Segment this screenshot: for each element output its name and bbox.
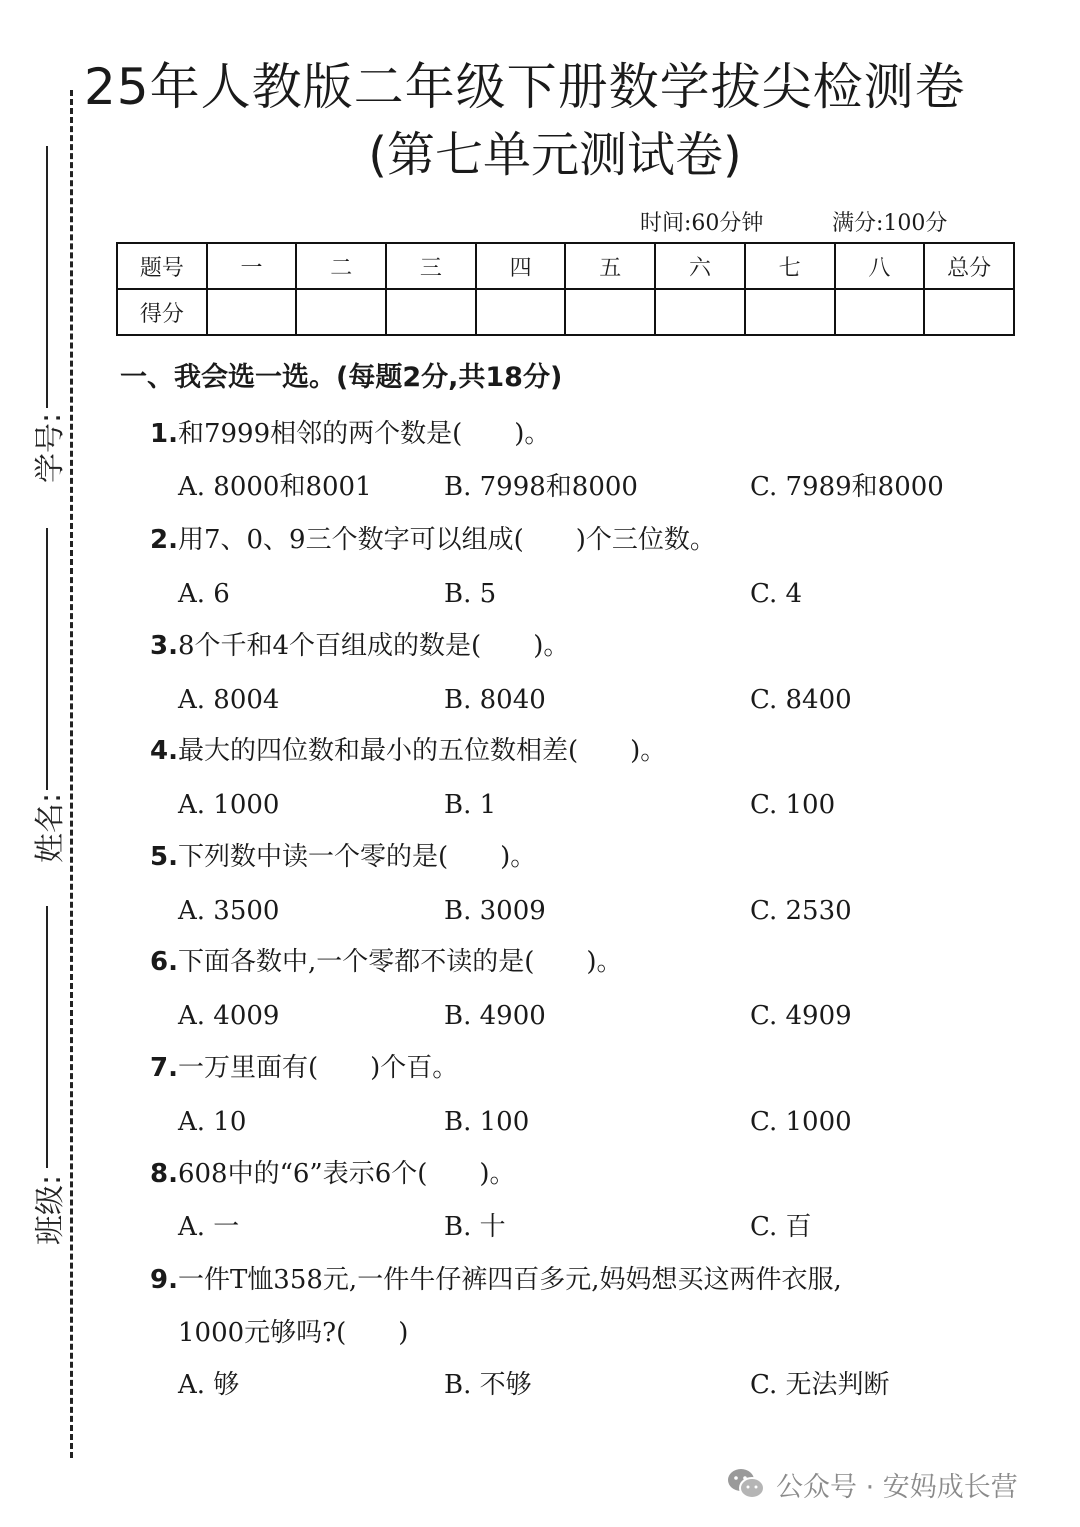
banji-label: 班级: (33, 1174, 69, 1246)
question-8 (150, 1154, 516, 1194)
option-b[interactable]: B. 3009 (444, 896, 546, 926)
score-table-header-cell: 七 (745, 243, 835, 289)
score-cell[interactable] (296, 289, 386, 335)
option-c[interactable]: C. 百 (750, 1212, 812, 1242)
question-number: 6. (150, 947, 178, 977)
question-number: 9. (150, 1265, 178, 1295)
question-text: 用7、0、9三个数字可以组成( )个三位数。 (177, 525, 716, 555)
question-9-continuation: 1000元够吗?( ) (178, 1318, 409, 1348)
option-b[interactable]: B. 8040 (444, 685, 546, 715)
question-text: 最大的四位数和最小的五位数相差( )。 (177, 736, 667, 766)
score-cell[interactable] (565, 289, 655, 335)
question-number: 5. (150, 842, 178, 872)
section-heading: 一、我会选一选。(每题2分,共18分) (120, 362, 563, 393)
option-b[interactable]: B. 5 (444, 579, 497, 609)
option-b[interactable]: B. 十 (444, 1212, 506, 1242)
score-table-header-cell: 三 (386, 243, 476, 289)
question-2 (150, 520, 716, 560)
question-number: 8. (150, 1159, 178, 1189)
xuehao-fill-line-2 (46, 528, 48, 790)
option-b[interactable]: B. 100 (444, 1107, 530, 1137)
score-cell[interactable] (655, 289, 745, 335)
full-score: 满分:100分 (832, 211, 948, 236)
question-text: 和7999相邻的两个数是( )。 (177, 419, 551, 449)
question-4 (150, 731, 666, 771)
score-row-label: 得分 (117, 289, 207, 335)
option-c[interactable]: C. 4 (750, 579, 803, 609)
watermark (726, 1462, 1018, 1506)
watermark-text: 公众号 · 安妈成长营 (776, 1471, 1018, 1503)
score-table-header-cell: 八 (835, 243, 925, 289)
score-table-header-cell: 题号 (117, 243, 207, 289)
score-table-header-cell: 总分 (924, 243, 1014, 289)
score-table (116, 242, 1015, 336)
score-table-header-cell: 四 (476, 243, 566, 289)
option-a[interactable]: A. 一 (178, 1212, 240, 1242)
score-table-header-cell: 六 (655, 243, 745, 289)
option-b[interactable]: B. 不够 (444, 1370, 532, 1400)
question-number: 7. (150, 1053, 178, 1083)
question-number: 1. (150, 419, 178, 449)
question-number: 4. (150, 736, 178, 766)
question-text: 一件T恤358元,一件牛仔裤四百多元,妈妈想买这两件衣服, (177, 1265, 842, 1295)
option-a[interactable]: A. 10 (178, 1107, 247, 1137)
question-3 (150, 626, 569, 666)
option-b[interactable]: B. 4900 (444, 1001, 546, 1031)
option-a[interactable]: A. 1000 (178, 790, 280, 820)
question-6 (150, 942, 623, 982)
score-cell[interactable] (745, 289, 835, 335)
option-c[interactable]: C. 无法判断 (750, 1370, 890, 1400)
option-a[interactable]: A. 3500 (178, 896, 280, 926)
score-table-header-cell: 一 (207, 243, 297, 289)
question-7 (150, 1048, 458, 1088)
xuehao-label: 学号: (33, 412, 69, 484)
option-c[interactable]: C. 100 (750, 790, 836, 820)
question-text: 8个千和4个百组成的数是( )。 (177, 631, 570, 661)
question-text: 下列数中读一个零的是( )。 (177, 842, 537, 872)
score-table-score-row (117, 289, 1014, 335)
option-c[interactable]: C. 7989和8000 (750, 472, 944, 502)
question-5 (150, 837, 536, 877)
wechat-icon (726, 1466, 766, 1502)
question-text: 下面各数中,一个零都不读的是( )。 (177, 947, 623, 977)
binding-dashed-line (70, 90, 73, 1458)
question-text: 一万里面有( )个百。 (177, 1053, 459, 1083)
xingming-label: 姓名: (33, 792, 69, 864)
option-b[interactable]: B. 7998和8000 (444, 472, 638, 502)
option-c[interactable]: C. 8400 (750, 685, 852, 715)
question-number: 2. (150, 525, 178, 555)
score-cell[interactable] (924, 289, 1014, 335)
exam-title: 25年人教版二年级下册数学拔尖检测卷 (84, 58, 966, 116)
option-c[interactable]: C. 1000 (750, 1107, 852, 1137)
xingming-fill-line (46, 906, 48, 1168)
score-table-header-cell: 二 (296, 243, 386, 289)
option-a[interactable]: A. 4009 (178, 1001, 280, 1031)
score-table-header-cell: 五 (565, 243, 655, 289)
score-cell[interactable] (835, 289, 925, 335)
time-limit: 时间:60分钟 (640, 211, 764, 236)
question-number: 3. (150, 631, 178, 661)
question-9 (150, 1260, 842, 1300)
score-cell[interactable] (207, 289, 297, 335)
score-table-header-row (117, 243, 1014, 289)
option-b[interactable]: B. 1 (444, 790, 497, 820)
option-a[interactable]: A. 够 (178, 1370, 240, 1400)
question-text: 608中的“6”表示6个( )。 (177, 1159, 516, 1189)
option-c[interactable]: C. 2530 (750, 896, 852, 926)
score-cell[interactable] (476, 289, 566, 335)
option-c[interactable]: C. 4909 (750, 1001, 852, 1031)
exam-subtitle: (第七单元测试卷) (368, 127, 742, 183)
option-a[interactable]: A. 8004 (178, 685, 280, 715)
question-1 (150, 414, 550, 454)
score-cell[interactable] (386, 289, 476, 335)
option-a[interactable]: A. 8000和8001 (178, 472, 372, 502)
option-a[interactable]: A. 6 (178, 579, 230, 609)
